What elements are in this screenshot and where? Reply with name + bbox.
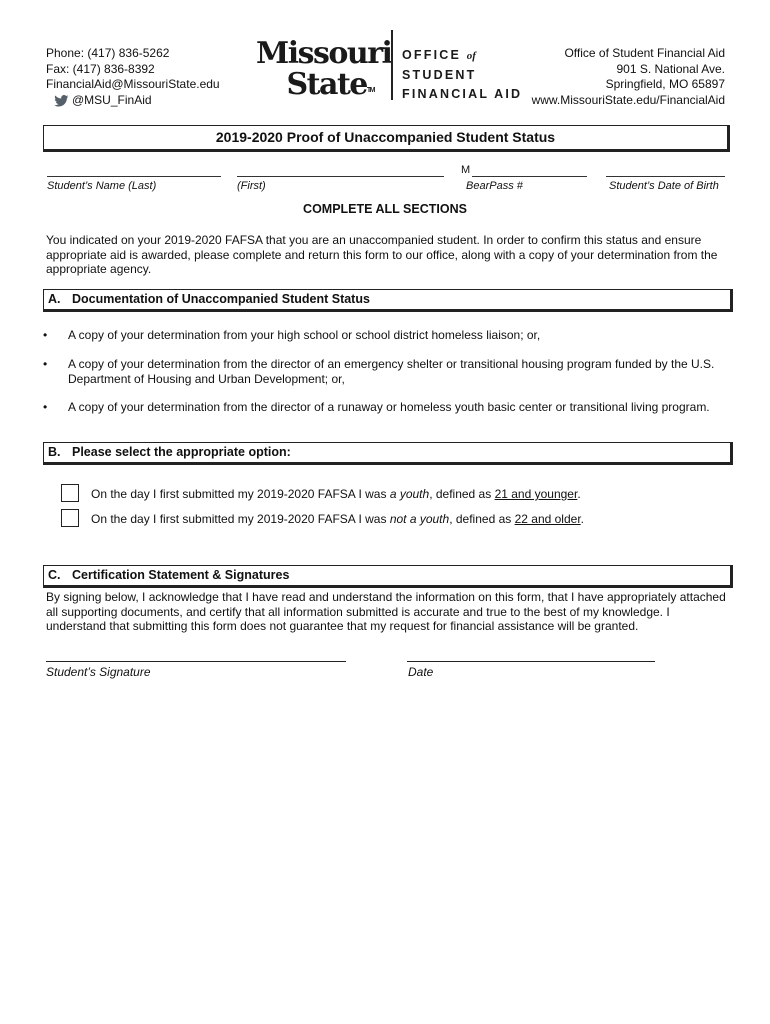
section-a-item-3: A copy of your determination from the director of a runaway or homeless youth basic center or transitional living program. <box>68 400 710 414</box>
bearpass-field[interactable] <box>472 176 587 177</box>
intro-paragraph: You indicated on your 2019-2020 FAFSA that you are an unaccompanied student. In order to confirm this status and ensure appropriate aid is awarded, please complete and return this form to our office, along with a copy of your determination from the appropriate agency. <box>46 233 718 276</box>
twitter-bird-icon <box>54 95 69 107</box>
form-title: 2019-2020 Proof of Unaccompanied Student Status <box>43 125 730 152</box>
youth-option-label: On the day I first submitted my 2019-2020 FAFSA I was a youth, defined as 21 and younger. <box>91 487 581 501</box>
office-of: of <box>466 50 476 62</box>
twitter-handle-row[interactable] <box>46 93 220 109</box>
office-address <box>532 46 725 108</box>
not-youth-option-checkbox[interactable] <box>61 509 79 527</box>
student-signature-label: Student’s Signature <box>46 665 151 679</box>
date-of-birth-field[interactable] <box>606 176 725 177</box>
section-b-title: Please select the appropriate option: <box>72 445 291 459</box>
last-name-field[interactable] <box>47 176 221 177</box>
address-line-1: Office of Student Financial Aid <box>564 46 725 60</box>
section-b-letter: B. <box>48 445 61 459</box>
section-a-item-1: A copy of your determination from your high school or school district homeless liaison; or, <box>68 328 541 342</box>
first-name-label: (First) <box>237 180 266 192</box>
office-line-2: STUDENT <box>402 68 477 82</box>
office-line-1: OFFICE <box>402 48 462 62</box>
missouri-state-logo <box>256 36 392 108</box>
logo-state-text: StateTM <box>286 67 374 102</box>
logo-divider <box>391 30 393 100</box>
bullet-icon: • <box>43 328 48 342</box>
bullet-icon: • <box>43 357 48 371</box>
section-c-title: Certification Statement & Signatures <box>72 568 290 582</box>
section-a-title: Documentation of Unaccompanied Student Status <box>72 292 370 306</box>
logo-missouri-text: Missouri <box>256 36 392 71</box>
office-line-3: FINANCIAL AID <box>402 87 523 101</box>
email-address[interactable]: FinancialAid@MissouriState.edu <box>46 77 220 91</box>
phone-number: Phone: (417) 836-5262 <box>46 46 170 60</box>
website-link[interactable]: www.MissouriState.edu/FinancialAid <box>531 92 725 107</box>
student-signature-field[interactable] <box>46 661 346 662</box>
last-name-label: Student’s Name (Last) <box>47 180 157 192</box>
twitter-handle: @MSU_FinAid <box>72 92 152 107</box>
bearpass-label: BearPass # <box>466 180 523 192</box>
signature-date-label: Date <box>408 665 434 679</box>
signature-date-field[interactable] <box>407 661 655 662</box>
section-b-header <box>43 442 733 465</box>
not-youth-option-label: On the day I first submitted my 2019-2020 FAFSA I was not a youth, defined as 22 and older. <box>91 512 584 526</box>
youth-option-checkbox[interactable] <box>61 484 79 502</box>
date-of-birth-label: Student’s Date of Birth <box>609 180 719 192</box>
bearpass-prefix: M <box>461 164 471 176</box>
address-line-2: 901 S. National Ave. <box>616 61 725 76</box>
section-c-header <box>43 565 733 588</box>
address-line-3: Springfield, MO 65897 <box>605 77 725 91</box>
complete-all-sections-heading: COMPLETE ALL SECTIONS <box>303 202 467 216</box>
office-name-logo <box>402 46 522 104</box>
section-c-letter: C. <box>48 568 61 582</box>
first-name-field[interactable] <box>237 176 444 177</box>
section-a-header <box>43 289 733 312</box>
fax-number: Fax: (417) 836-8392 <box>46 61 155 76</box>
section-a-item-2: A copy of your determination from the director of an emergency shelter or transitional housing program funded by the U.S. Department of Housing and Urban Development; or, <box>68 357 715 386</box>
section-a-letter: A. <box>48 292 61 306</box>
contact-info <box>46 46 220 108</box>
certification-statement: By signing below, I acknowledge that I have read and understand the information on this form, that I have appropriately attached all supporting documents, and certify that all information submitted is accurate and true to the best of my knowledge. I understand that submitting this form does not guarantee that my request for financial assistance will be granted. <box>46 590 726 633</box>
bullet-icon: • <box>43 400 48 414</box>
